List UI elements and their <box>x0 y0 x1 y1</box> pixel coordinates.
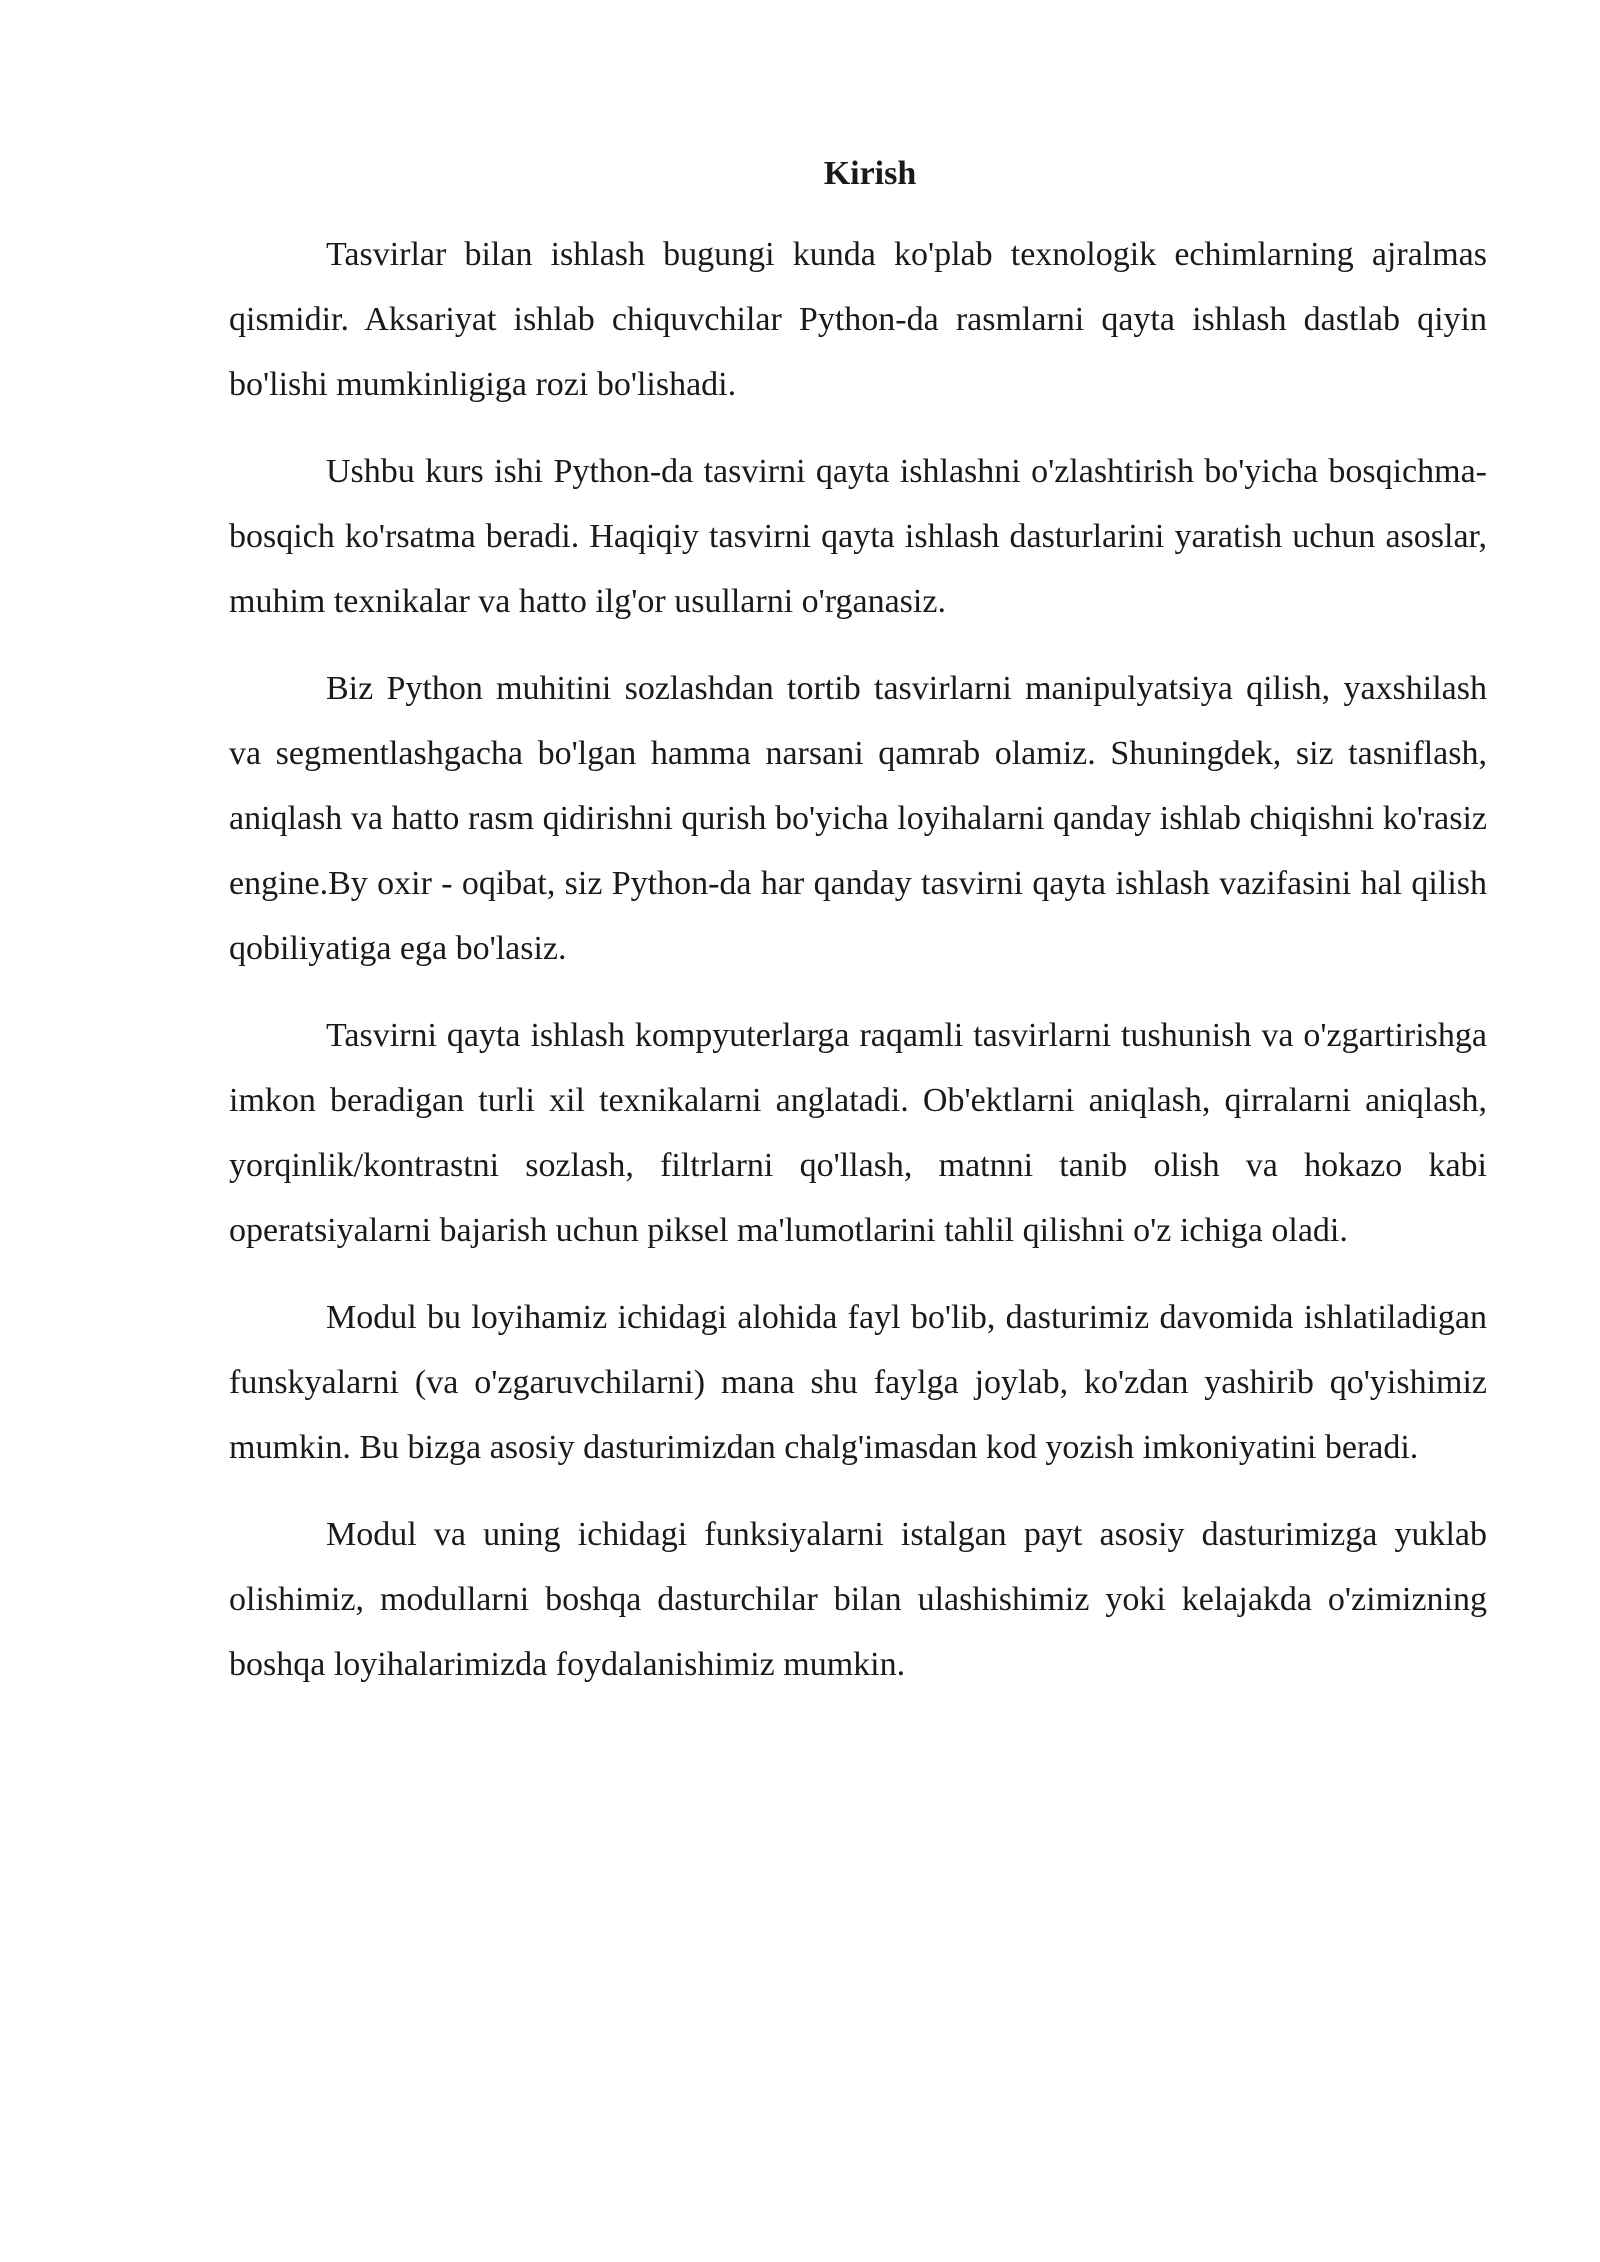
paragraph-2: Ushbu kurs ishi Python-da tasvirni qayta ishlashni o'zlashtirish bo'yicha bosqichma-bosqich ko'rsatma beradi. Haqiqiy tasvirni qayta ishlash dasturlarini yaratish uchun asoslar, muhim texnikalar va hatto ilg'or usullarni o'rganasiz. <box>229 453 1487 620</box>
paragraph-1: Tasvirlar bilan ishlash bugungi kunda ko'plab texnologik echimlarning ajralmas qismidir. Aksariyat ishlab chiquvchilar Python-da rasmlarni qayta ishlash dastlab qiyin bo'lishi mumkinligiga rozi bo'lishadi. <box>229 236 1487 403</box>
paragraph-6: Modul va uning ichidagi funksiyalarni istalgan payt asosiy dasturimizga yuklab olishimiz, modullarni boshqa dasturchilar bilan ulashishimiz yoki kelajakda o'zimizning boshqa loyihalarimizda foydalanishimiz mumkin. <box>229 1516 1487 1683</box>
paragraph-3: Biz Python muhitini sozlashdan tortib tasvirlarni manipulyatsiya qilish, yaxshilash va segmentlashgacha bo'lgan hamma narsani qamrab olamiz. Shuningdek, siz tasniflash, aniqlash va hatto rasm qidirishni qurish bo'yicha loyihalarni qanday ishlab chiqishni ko'rasiz engine.By oxir - oqibat, siz Python-da har qanday tasvirni qayta ishlash vazifasini hal qilish qobiliyatiga ega bo'lasiz. <box>229 670 1487 967</box>
document-title: Kirish <box>823 155 917 192</box>
document-body <box>229 150 1487 1719</box>
paragraph-5: Modul bu loyihamiz ichidagi alohida fayl bo'lib, dasturimiz davomida ishlatiladigan funskyalarni (va o'zgaruvchilarni) mana shu faylga joylab, ko'zdan yashirib qo'yishimiz mumkin. Bu bizga asosiy dasturimizdan chalg'imasdan kod yozish imkoniyatini beradi. <box>229 1299 1487 1466</box>
paragraph-4: Tasvirni qayta ishlash kompyuterlarga raqamli tasvirlarni tushunish va o'zgartirishga imkon beradigan turli xil texnikalarni anglatadi. Ob'ektlarni aniqlash, qirralarni aniqlash, yorqinlik/kontrastni sozlash, filtrlarni qo'llash, matnni tanib olish va hokazo kabi operatsiyalarni bajarish uchun piksel ma'lumotlarini tahlil qilishni o'z ichiga oladi. <box>229 1017 1487 1249</box>
